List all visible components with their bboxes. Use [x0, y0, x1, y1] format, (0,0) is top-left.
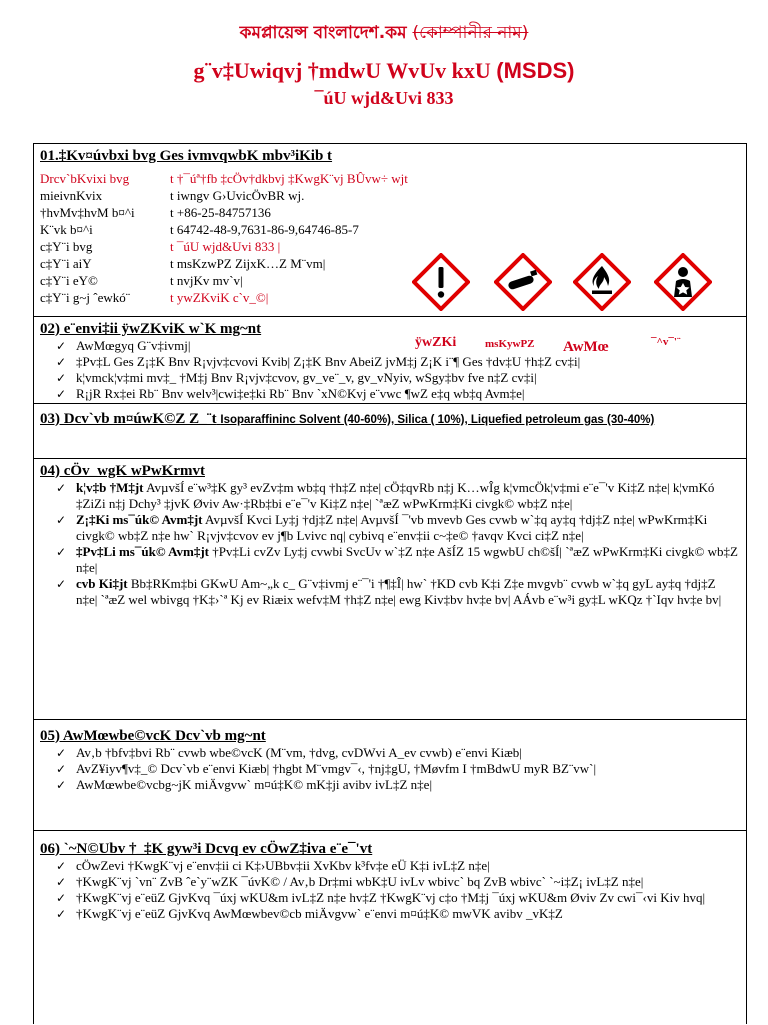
company-name-text: কমপ্লায়েন্স বাংলাদেশ.কম — [239, 23, 407, 43]
section-heading — [34, 404, 746, 429]
section-heading-text: 03) Dcv`vb m¤úwK©Z Z_¨t — [40, 411, 217, 427]
check-icon: ✓ — [56, 875, 67, 889]
list-item — [56, 354, 740, 370]
list-item — [56, 906, 740, 922]
hazard-list — [34, 338, 746, 402]
row-value: t ¯úU wjd&Uvi 833 | — [170, 239, 281, 254]
list-item-text: Av‚b †bfv‡bvi Rb¨ cvwb wbe©vcK (M¨vm, †dvg, cvDWvi A_ev cvwb) e¨envi Kiæb| — [76, 745, 522, 760]
list-item-text: cÖwZevi †KwgK¨vj e¨env‡ii ci K‡›UBbv‡ii XvKbv k³fv‡e eÜ K‡i ivL‡Z n‡e| — [76, 858, 490, 873]
row-value: t 64742-48-9,7631-86-9,64746-85-7 — [170, 222, 359, 237]
check-icon: ✓ — [56, 891, 67, 905]
row-value: t †¯úª†fb ‡cÖv†dkbvj ‡KwgK¨vj BÛvw÷ wjt — [170, 171, 408, 186]
info-row — [40, 205, 271, 221]
list-item-title: Z¡‡Ki ms¯úk© Avm‡jt — [76, 512, 203, 527]
company-name-placeholder: (কোম্পানীর নাম) — [412, 23, 529, 43]
pictogram-label-compressed: msKywPZ — [485, 338, 535, 350]
list-item-title: k¦v‡b †M‡jt — [76, 480, 144, 495]
row-value: t msKzwPZ ZijxK…Z M¨vm| — [170, 256, 326, 271]
list-item — [56, 777, 740, 793]
list-item-text: †KwgK¨vj e¨eüZ GjvKvq ¯úxj wKU&m ivL‡Z n‡e hv‡Z †KwgK¨vj c‡o †M‡j ¯úxj wKU&m Øviv Zv cwi¯‹vi Kiv hvq| — [76, 890, 706, 905]
section-heading: 04) cÖv_wgK wPwKrmvt — [40, 463, 205, 479]
check-icon: ✓ — [56, 907, 67, 921]
list-item-text: AwMœwbe©vcbg~jK miÄvgvw` m¤ú‡K© mK‡ji avibv ivL‡Z n‡e| — [76, 777, 433, 792]
row-label: K¨vk b¤^i — [40, 222, 93, 237]
list-item — [56, 761, 740, 777]
list-item-text: AwMœgyq G¨v‡ivmj| — [76, 338, 191, 353]
list-item-text: AvZ¥iyv¶v‡_© Dcv`vb e¨envi Kiæb| †hgbt M¨vmgv¯‹, †nj‡gU, †Møvfm I †mBdwU myR BZ¨vw`| — [76, 761, 597, 776]
list-item — [56, 576, 740, 608]
section-first-aid — [34, 459, 746, 720]
check-icon: ✓ — [56, 778, 67, 792]
check-icon: ✓ — [56, 746, 67, 760]
row-value: t nvjKv mv`v| — [170, 273, 243, 288]
list-item-text: AvµvšÍ e¨w³‡K gy³ evZv‡m wb‡q †h‡Z n‡e| cÖ‡qvRb n‡j K…wÎg k¦vmcÖk¦v‡mi e¨e¯'v Ki‡Z n‡e| k¦vmKó ‡ZiZi n‡j Dchy³ ‡jvK Øviv Aw·‡Rb‡bi e¨e¯'v Ki‡Z n‡e| `ªæZ wPwKrm‡Ki civgk© wb‡Z n‡e| — [76, 480, 715, 511]
info-row — [40, 239, 280, 255]
msds-sheet — [33, 143, 747, 1024]
check-icon: ✓ — [56, 339, 67, 353]
document-title — [0, 58, 768, 84]
pictogram-label-harmful: ÿwZKi — [415, 335, 457, 350]
section-hazards — [34, 317, 746, 404]
list-item — [56, 745, 740, 761]
list-item — [56, 858, 740, 874]
pictogram-label-flammable: AwMœ — [563, 339, 609, 355]
list-item-text: †KwgK¨vj e¨eüZ GjvKvq AwMœwbev©cb miÄvgvw` e¨envi m¤ú‡K© mwVK avibv _vK‡Z — [76, 906, 563, 921]
section-heading: 01.‡Kv¤úvbxi bvg Ges ivmvqwbK mbv³iKib t — [40, 148, 333, 164]
list-item-title: cvb Ki‡jt — [76, 576, 128, 591]
composition-note: Isoparaffininc Solvent (40-60%), Silica ( 10%), Liquefied petroleum gas (30-40%) — [220, 414, 655, 426]
list-item — [56, 370, 740, 386]
row-label: c‡Y¨i g~j ˆewkó¨ — [40, 290, 131, 305]
first-aid-list — [34, 480, 746, 608]
list-item — [56, 338, 740, 354]
row-value: t +86-25-84757136 — [170, 205, 271, 220]
row-label: c‡Y¨i eY© — [40, 273, 98, 288]
check-icon: ✓ — [56, 545, 67, 559]
section-heading: 02) e¨envi‡ii ÿwZKviK w`K mg~nt — [40, 321, 262, 337]
row-label: c‡Y¨i bvg — [40, 239, 93, 254]
check-icon: ✓ — [56, 371, 67, 385]
row-label: mieivnKvix — [40, 188, 103, 203]
accidental-release-list — [34, 858, 746, 922]
section-accidental-release — [34, 831, 746, 1025]
list-item-text: Bb‡RKm‡bi GKwU Am~„k c_ G¨v‡ivmj e¨¯'i †¶‡Î| hw` †KD cvb K‡i Z‡e mvgvb¨ cvwb w`‡q gyL ay‡q †dj‡Z n‡e| `ªæZ wel wbivgq †K‡›`ª Kj ev Riæix wefv‡M †h‡Z n‡e| ewg Kiv‡bv hv‡e bv| AÁvb e¨w³i gy‡L wKQz †`Iqv hv‡e bv| — [76, 576, 722, 607]
document-title-tag: (MSDS) — [496, 58, 575, 83]
row-value: t iwngv G›UvicÖvBR wj. — [170, 188, 305, 203]
list-item — [56, 386, 740, 402]
list-item-text: †KwgK¨vj `vn¨ ZvB ˆe`y¨wZK ¯úvK© / Av‚b Dr‡mi wbK‡U ivLv wbivc` bq ZvB wbivc` `~i‡Z¡ ivL‡Z n‡e| — [76, 874, 644, 889]
row-label: Drcv`bKvixi bvg — [40, 171, 130, 186]
row-label: c‡Y¨i aiY — [40, 256, 92, 271]
section-heading: 05) AwMœwbe©vcK Dcv`vb mg~nt — [40, 728, 266, 744]
list-item-text: AvµvšÍ Kvci Ly‡j †dj‡Z n‡e| AvµvšÍ ¯'vb mvevb Ges cvwb w`‡q ay‡q †dj‡Z n‡e| wPwKrm‡Ki civgk© wb‡Z n‡e hw` R¡vjv‡cvov ev j¶b Lvivc nq| cybivq e¨env‡ii c~‡e© †avqv Kvci ci‡Z n‡e| — [76, 512, 708, 543]
check-icon: ✓ — [56, 577, 67, 591]
check-icon: ✓ — [56, 513, 67, 527]
info-row — [40, 222, 359, 238]
info-row — [40, 273, 243, 289]
row-label: †hvMv‡hvM b¤^i — [40, 205, 135, 220]
company-name — [0, 20, 768, 48]
list-item — [56, 544, 740, 576]
document-title-text: g¨v‡Uwiqvj †mdwU WvUv kxU — [193, 58, 491, 83]
manufacturer-row — [40, 171, 408, 187]
section-heading: 06) `~N©Ubv †_‡K gyw³i Dcvq ev cÖwZ‡iva e¨e¯'vt — [40, 841, 373, 857]
fire-fighting-list — [34, 745, 746, 793]
list-item — [56, 480, 740, 512]
product-subtitle: ¯úU wjd&Uvi 833 — [314, 88, 454, 108]
section-fire-fighting — [34, 720, 746, 831]
list-item-title: ‡Pv‡Li ms¯úk© Avm‡jt — [76, 544, 209, 559]
list-item — [56, 890, 740, 906]
list-item-text: R¡jR Rx‡ei Rb¨ Bnv welv³|cwi‡e‡ki Rb¨ Bnv `xN©Kvj e¨vwc ¶wZ e‡q wb‡q Avm‡e| — [76, 386, 525, 401]
check-icon: ✓ — [56, 355, 67, 369]
row-value: t ywZKviK c`v_©| — [170, 290, 269, 305]
check-icon: ✓ — [56, 762, 67, 776]
list-item-text: ‡Pv‡L Ges Z¡‡K Bnv R¡vjv‡cvovi Kvib| Z¡‡K Bnv AbeiZ jvM‡j Z¡K i¨¶ Ges †dv‡U †h‡Z cv‡i| — [76, 354, 581, 369]
list-item — [56, 512, 740, 544]
info-row — [40, 188, 304, 204]
pictogram-label-health: ¯^v¯'¨ — [651, 336, 681, 348]
list-item-text: †Pv‡Li cvZv Ly‡j cvwbi SvcUv w`‡Z n‡e AšÍZ 15 wgwbU ch©šÍ| `ªæZ wPwKrm‡Ki civgk© wb‡Z n‡e| — [76, 544, 738, 575]
check-icon: ✓ — [56, 481, 67, 495]
section-composition — [34, 404, 746, 459]
section-identification — [34, 144, 746, 317]
check-icon: ✓ — [56, 859, 67, 873]
info-row — [40, 256, 325, 272]
list-item-text: k¦vmck¦v‡mi mv‡_ †M‡j Bnv R¡vjv‡cvov, gv_ve¨_v, gv_vNyiv, wSgy‡bv fve n‡Z cv‡i| — [76, 370, 537, 385]
info-row — [40, 290, 268, 306]
check-icon: ✓ — [56, 387, 67, 401]
list-item — [56, 874, 740, 890]
